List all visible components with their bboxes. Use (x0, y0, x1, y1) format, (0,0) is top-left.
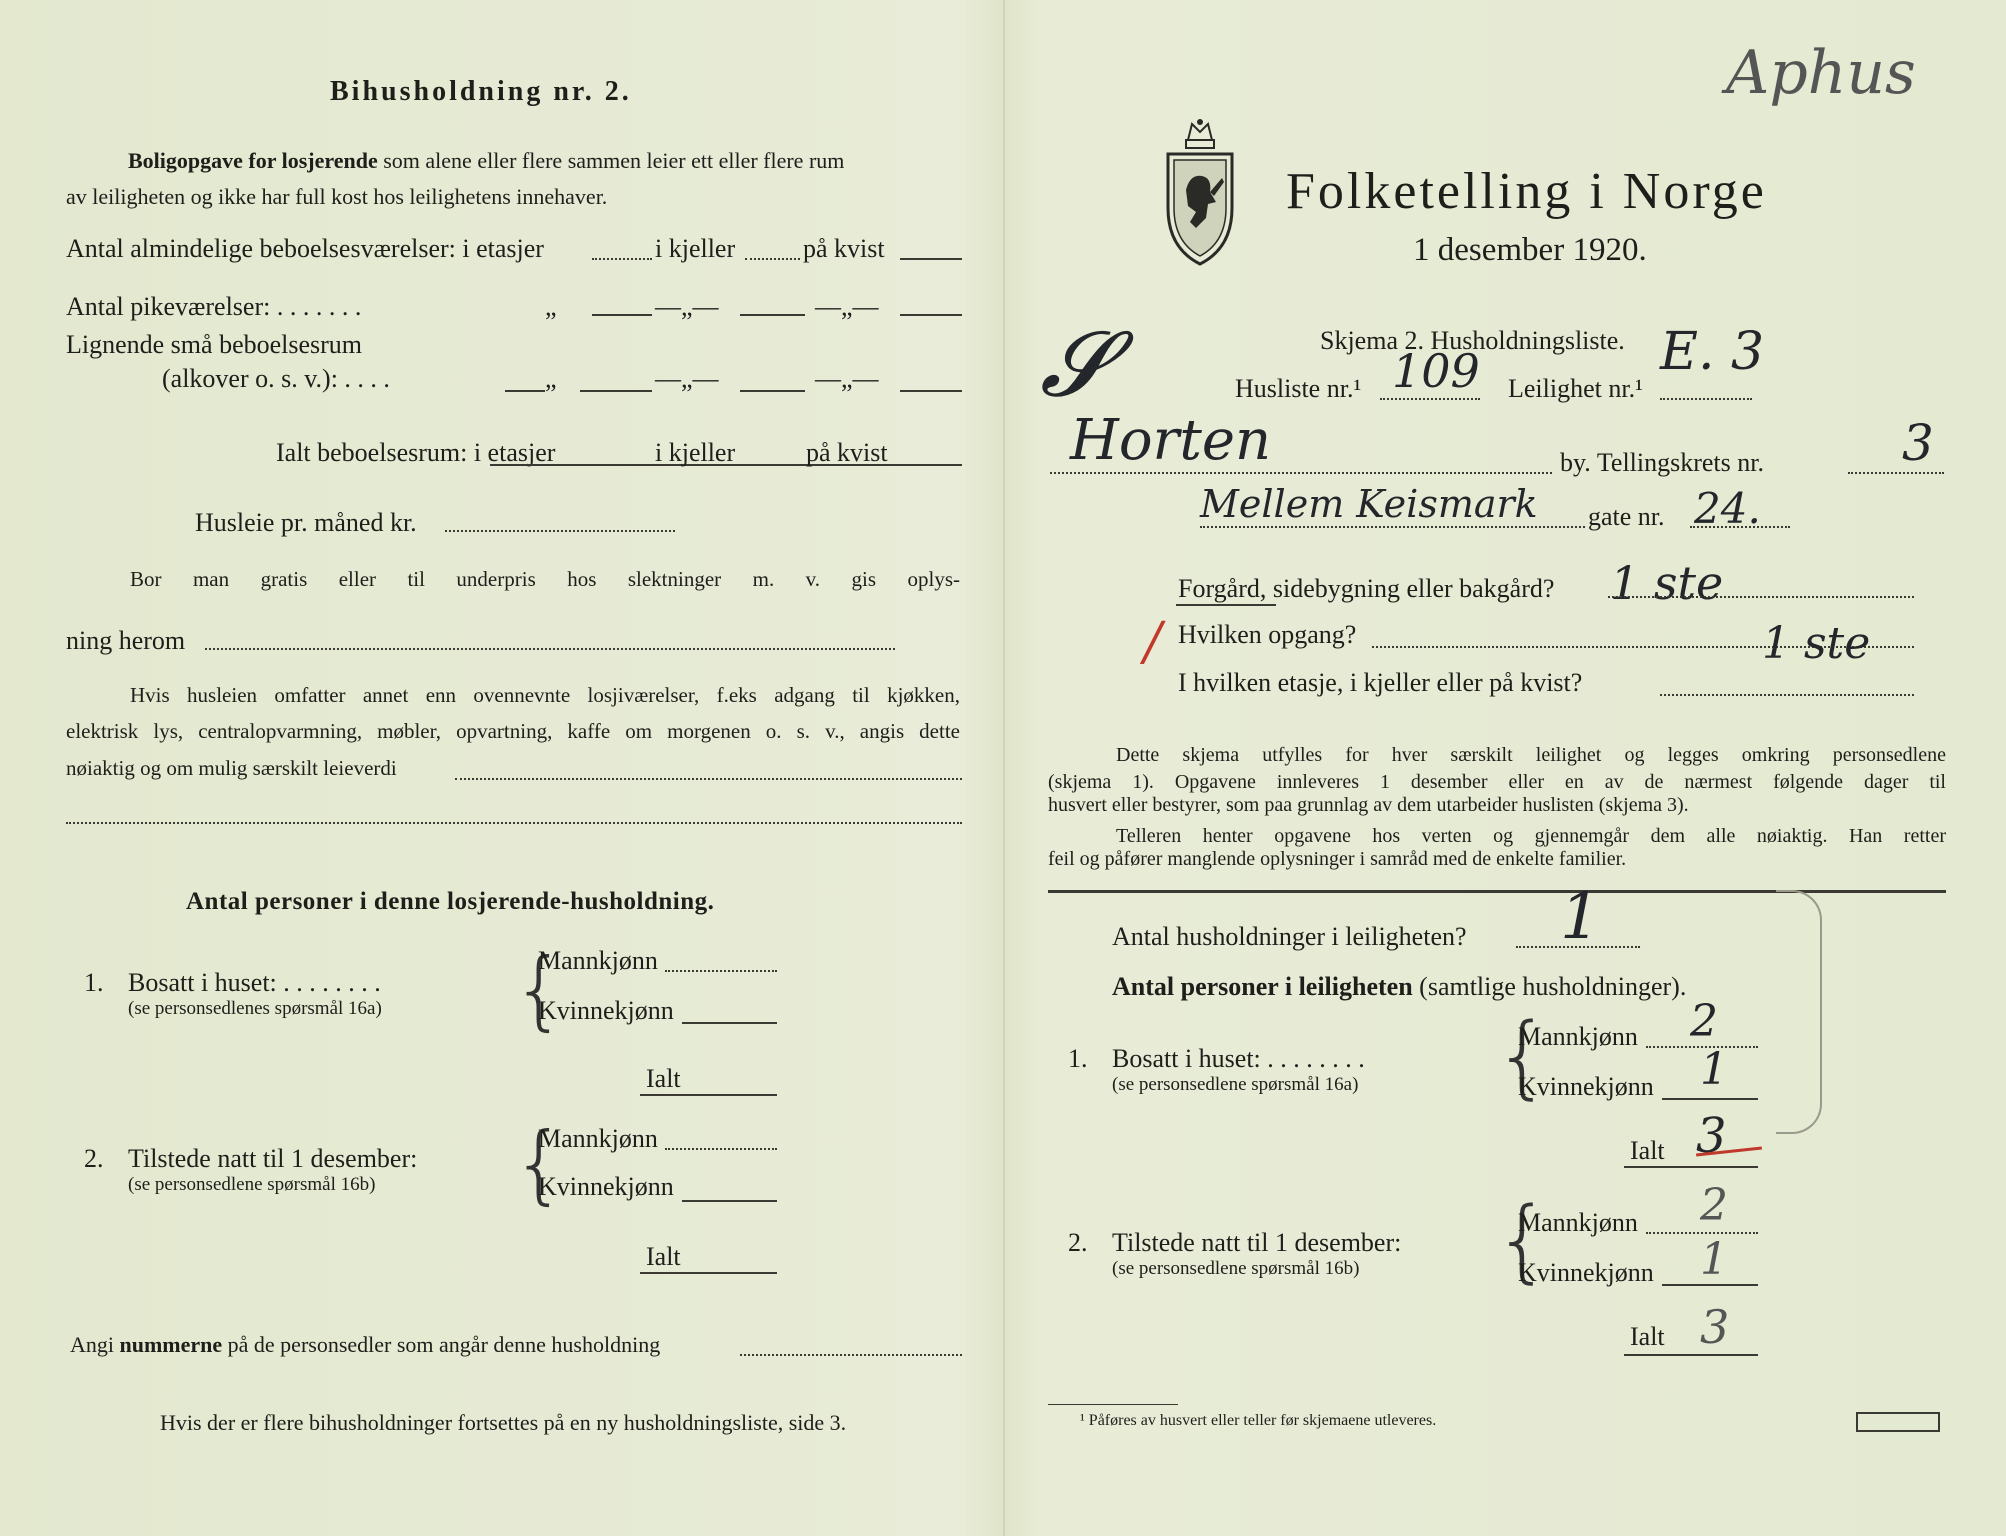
right-footnote: ¹ Påføres av husvert eller teller før skjemaene utleveres. (1080, 1412, 1437, 1429)
antal-hush-field (1516, 946, 1640, 948)
small-rooms-2: (alkover o. s. v.): . . . . (162, 364, 390, 393)
gate-field (1690, 526, 1790, 528)
right-q1-sub: (se personsedlene spørsmål 16a) (1112, 1074, 1359, 1095)
small-line-1[interactable] (580, 390, 652, 392)
left-q2-ialt-field[interactable] (640, 1272, 777, 1274)
pike-quote: „ (545, 292, 557, 321)
leilighet-label: Leilighet nr.¹ (1508, 374, 1643, 403)
hvis-line-1: Hvis husleien omfatter annet enn ovennevnte losjiværelser, f.eks adgang til kjøkken, (130, 683, 960, 707)
pike-line-3[interactable] (900, 314, 962, 316)
left-q1-kvinne-field[interactable] (682, 1022, 777, 1024)
right-q1-num: 1. (1068, 1044, 1088, 1073)
right-date: 1 desember 1920. (1413, 232, 1647, 268)
etasje-field (1660, 694, 1914, 696)
ialt-rooms-label: Ialt beboelsesrum: i etasjer (276, 438, 556, 467)
angi-line (70, 1332, 660, 1358)
left-q1-mann: Mannkjønn (538, 946, 658, 975)
street-value[interactable]: Mellem Keismark (1200, 482, 1538, 526)
right-q2-brace: { (1494, 1188, 1552, 1293)
angi-post: på de personsedler som angår denne husholdning (227, 1332, 661, 1357)
forgard-field (1608, 596, 1914, 598)
left-q1-ialt: Ialt (646, 1064, 681, 1093)
left-q1-mann-field[interactable] (665, 970, 777, 972)
right-q2-ialt-field (1624, 1354, 1758, 1356)
opgang-label: Hvilken opgang? (1178, 620, 1357, 649)
city-initial: 𝓢 (1040, 312, 1110, 417)
angi-pre: Angi (70, 1332, 114, 1357)
small-rooms-1: Lignende små beboelsesrum (66, 330, 363, 359)
corner-note: Aphus (1726, 38, 1916, 108)
angi-field[interactable] (740, 1354, 962, 1356)
pike-line-1[interactable] (592, 314, 652, 316)
hvis-line-2: elektrisk lys, centralopvarmning, møbler, opvartning, kaffe om morgenen o. s. v., angis dette (66, 719, 960, 743)
right-q1-mann: Mannkjønn (1518, 1022, 1638, 1051)
rooms-label: Antal almindelige beboelsesværelser: i etasjer (66, 234, 544, 263)
right-q2-num: 2. (1068, 1228, 1088, 1257)
street-field (1200, 526, 1585, 528)
left-q1-ialt-field[interactable] (640, 1094, 777, 1096)
coat-of-arms-icon (1160, 118, 1240, 268)
right-q2-ialt: Ialt (1630, 1322, 1665, 1351)
intro-rest: som alene eller flere sammen leier ett eller flere rum (383, 148, 845, 173)
left-title: Bihusholdning nr. 2. (330, 76, 632, 107)
left-q1-label: Bosatt i huset: . . . . . . . . (128, 968, 381, 997)
pike-label: Antal pikeværelser: . . . . . . . (66, 292, 362, 321)
etasje-label: I hvilken etasje, i kjeller eller på kvist? (1178, 668, 1583, 697)
left-q2-num: 2. (84, 1144, 104, 1173)
husliste-field (1380, 398, 1480, 400)
etasje-value[interactable]: 1 ste (1762, 618, 1871, 669)
right-q1-kvinne-field (1662, 1098, 1758, 1100)
info-line-1: Dette skjema utfylles for hver særskilt leilighet og legges omkring personsedlene (1116, 744, 1946, 766)
right-q2-kvinne-value[interactable]: 1 (1700, 1234, 1728, 1285)
pike-dash-1: —„— (655, 292, 719, 321)
left-q1-brace: { (512, 940, 567, 1040)
rooms-etasjer-line[interactable] (592, 258, 652, 260)
section-rule (1048, 890, 1946, 893)
info-line-2: (skjema 1). Opgavene innleveres 1 desember eller en av de nærmest følgende dager til (1048, 771, 1946, 793)
rooms-kjeller-line[interactable] (745, 258, 800, 260)
husliste-value[interactable]: 109 (1392, 344, 1480, 398)
intro-bold: Boligopgave for losjerende (128, 148, 378, 173)
small-dash-1: —„— (655, 364, 719, 393)
left-q2-sub: (se personsedlene spørsmål 16b) (128, 1174, 376, 1195)
right-q1-label: Bosatt i huset: . . . . . . . . (1112, 1044, 1365, 1073)
pike-dash-2: —„— (815, 292, 879, 321)
small-quote: „ (545, 364, 557, 393)
skjema-label: Skjema 2. Husholdningsliste. (1320, 326, 1625, 355)
pencil-bracket (1776, 890, 1822, 1134)
antal-hush-label: Antal husholdninger i leiligheten? (1112, 922, 1467, 951)
right-q2-mann-value[interactable]: 2 (1700, 1180, 1728, 1231)
husliste-label: Husliste nr.¹ (1235, 374, 1362, 403)
rooms-kvist: på kvist (803, 234, 885, 263)
left-q1-kvinne: Kvinnekjønn (538, 996, 674, 1025)
gate-label: gate nr. (1588, 502, 1665, 531)
small-line-2[interactable] (740, 390, 805, 392)
right-q2-label: Tilstede natt til 1 desember: (1112, 1228, 1402, 1257)
gratis-field[interactable] (205, 648, 895, 650)
husleie-field[interactable] (445, 530, 675, 532)
right-q1-ialt-value[interactable]: 3 (1696, 1108, 1727, 1164)
right-q1-kvinne-value[interactable]: 1 (1700, 1044, 1728, 1095)
left-q2-ialt: Ialt (646, 1242, 681, 1271)
ialt-kjeller: i kjeller (655, 438, 736, 467)
left-q1-num: 1. (84, 968, 104, 997)
left-q1-sub: (se personsedlenes spørsmål 16a) (128, 998, 382, 1019)
right-q1-ialt: Ialt (1630, 1136, 1665, 1165)
antal-pers-rest: (samtlige husholdninger). (1419, 972, 1687, 1001)
antal-pers-bold: Antal personer i leiligheten (1112, 972, 1413, 1001)
by-label: by. Tellingskrets nr. (1560, 448, 1765, 477)
footnote-rule (1048, 1404, 1178, 1405)
left-q2-mann-field[interactable] (665, 1148, 777, 1150)
small-line-0[interactable] (505, 390, 545, 392)
left-q2-brace: { (512, 1114, 567, 1214)
red-margin-mark: / (1144, 612, 1162, 672)
rooms-kjeller: i kjeller (655, 234, 736, 263)
left-q2-label: Tilstede natt til 1 desember: (128, 1144, 418, 1173)
info-line-5: feil og påfører manglende oplysninger i samråd med de enkelte familier. (1048, 848, 1627, 870)
right-q2-ialt-value[interactable]: 3 (1700, 1300, 1730, 1354)
page-fold (1003, 0, 1005, 1536)
angi-bold: nummerne (119, 1332, 223, 1357)
right-q1-mann-value[interactable]: 2 (1690, 996, 1718, 1047)
left-q2-kvinne-field[interactable] (682, 1200, 777, 1202)
right-q1-brace: { (1494, 1004, 1552, 1109)
leilighet-field (1660, 398, 1752, 400)
krets-value[interactable]: 3 (1902, 414, 1934, 472)
right-q2-kvinne: Kvinnekjønn (1518, 1258, 1654, 1287)
gate-value[interactable]: 24. (1694, 484, 1761, 533)
antal-hush-value[interactable]: 1 (1560, 880, 1601, 954)
right-q1-ialt-field (1624, 1166, 1758, 1168)
left-q2-kvinne: Kvinnekjønn (538, 1172, 674, 1201)
krets-field (1848, 472, 1944, 474)
right-q2-sub: (se personsedlene spørsmål 16b) (1112, 1258, 1360, 1279)
city-value[interactable]: Horten (1070, 408, 1272, 473)
gratis-line-2: ning herom (66, 626, 186, 655)
left-q2-mann: Mannkjønn (538, 1124, 658, 1153)
gratis-line-1: Bor man gratis eller til underpris hos slektninger m. v. gis oplys- (130, 567, 960, 591)
small-dash-2: —„— (815, 364, 879, 393)
rooms-kvist-line[interactable] (900, 258, 962, 260)
right-q1-kvinne: Kvinnekjønn (1518, 1072, 1654, 1101)
forgard-value[interactable]: 1 ste (1610, 556, 1724, 610)
left-antal-heading: Antal personer i denne losjerende-husholdning. (186, 888, 715, 915)
small-line-3[interactable] (900, 390, 962, 392)
ialt-kvist: på kvist (806, 438, 888, 467)
husleie-label: Husleie pr. måned kr. (195, 508, 417, 537)
hvis-field-2[interactable] (66, 822, 962, 824)
intro-line-2: av leiligheten og ikke har full kost hos leilighetens innehaver. (66, 184, 608, 209)
hvis-field[interactable] (455, 778, 962, 780)
right-q2-mann: Mannkjønn (1518, 1208, 1638, 1237)
left-footer: Hvis der er flere bihusholdninger fortsettes på en ny husholdningsliste, side 3. (160, 1410, 847, 1435)
right-q2-kvinne-field (1662, 1284, 1758, 1286)
antal-pers-line (1112, 972, 1686, 1002)
printer-stamp (1856, 1412, 1940, 1432)
pike-line-2[interactable] (740, 314, 805, 316)
hvis-line-3: nøiaktig og om mulig særskilt leieverdi (66, 756, 397, 780)
intro-line-1 (128, 148, 844, 174)
info-line-3: husvert eller bestyrer, som paa grunnlag av dem utarbeider huslisten (skjema 3). (1048, 794, 1689, 816)
info-line-4: Telleren henter opgavene hos verten og gjennemgår dem alle nøiaktig. Han retter (1116, 825, 1946, 847)
city-field (1050, 472, 1552, 474)
forgard-underline (1176, 604, 1276, 606)
leilighet-value[interactable]: E. 3 (1660, 322, 1765, 382)
forgard-label: Forgård, sidebygning eller bakgård? (1178, 574, 1555, 603)
right-title: Folketelling i Norge (1286, 163, 1767, 220)
